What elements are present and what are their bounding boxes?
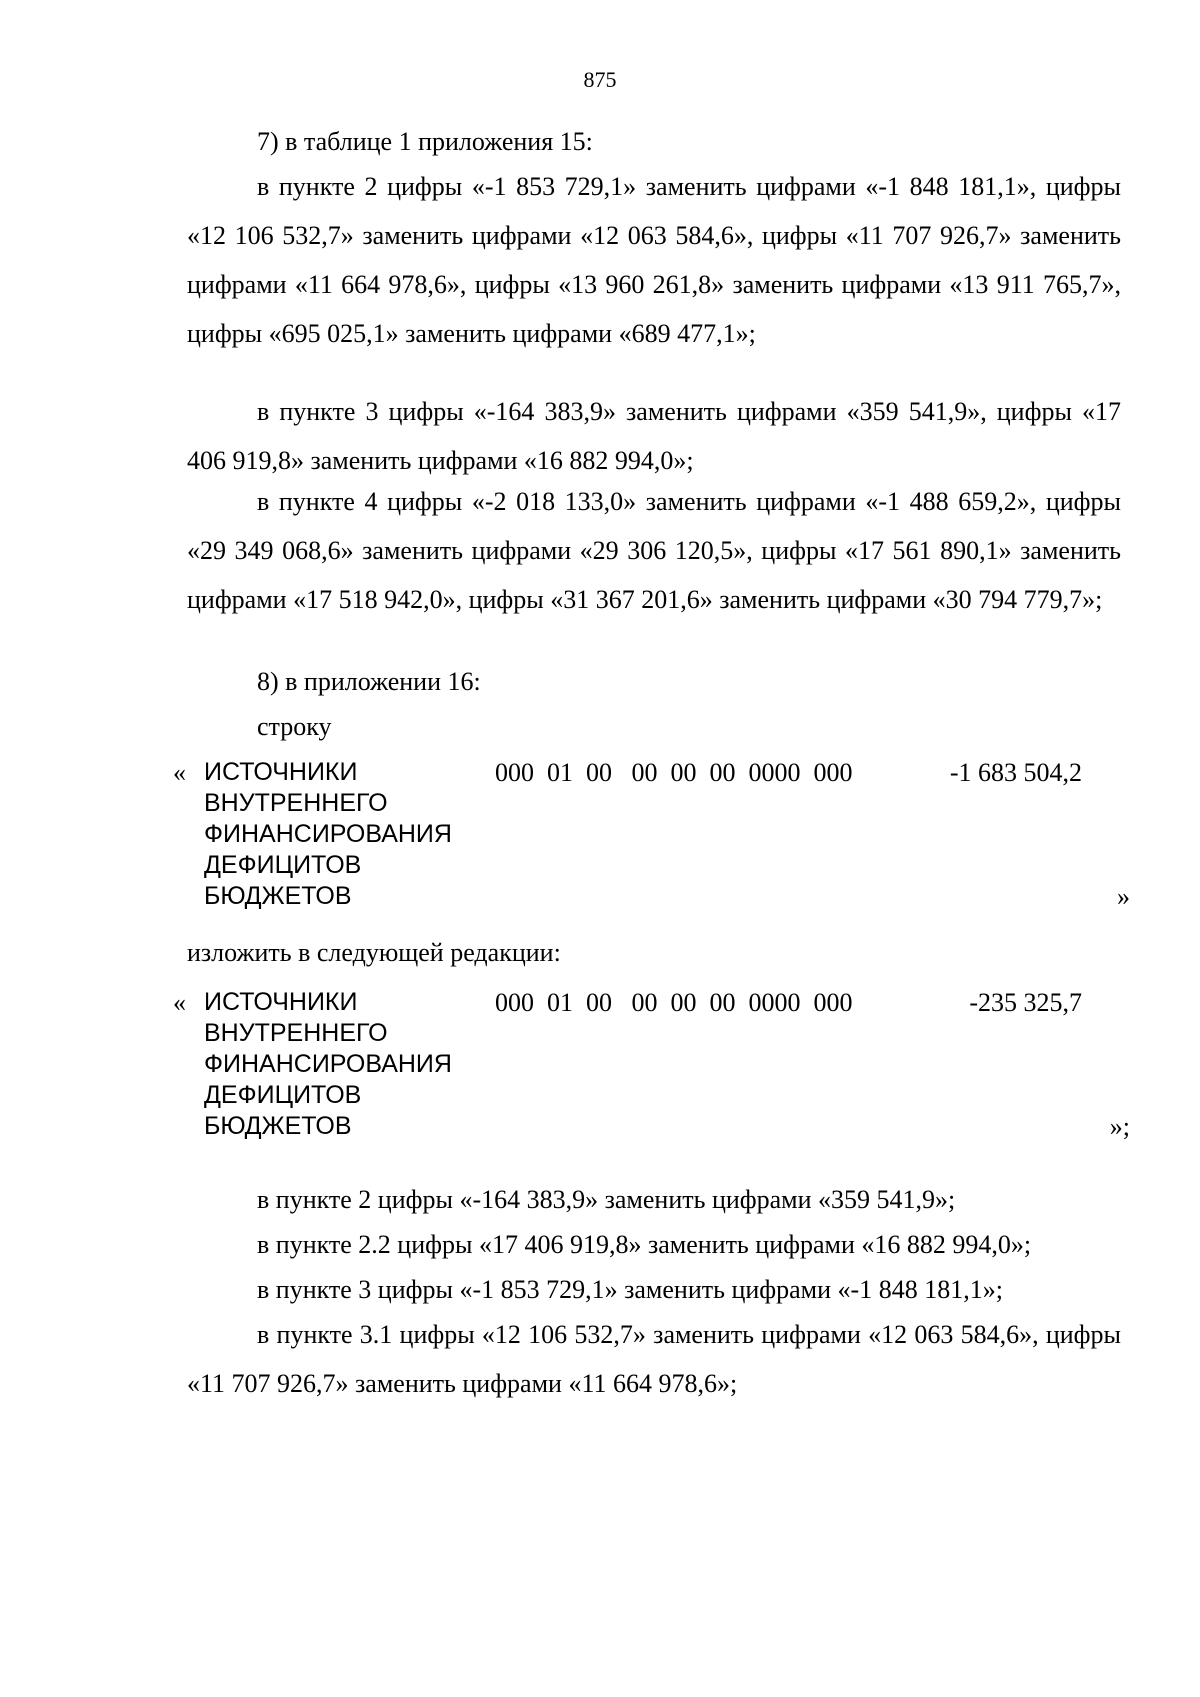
row-value: -1 683 504,2 bbox=[949, 758, 1082, 787]
paragraph-bottom-point-3: в пункте 3 цифры «-1 853 729,1» заменить цифрами «-1 848 181,1»; bbox=[257, 1275, 1003, 1304]
paragraph-stroku: строку bbox=[257, 712, 332, 741]
row-name bbox=[204, 757, 504, 912]
old-table-row bbox=[170, 757, 1130, 927]
row-code: 000 01 00 00 00 00 0000 000 bbox=[495, 988, 853, 1017]
paragraph-point-2: в пункте 2 цифры «-1 853 729,1» заменить цифрами «-1 848 181,1», цифры «12 106 532,7» заменить цифрами «12 063 584,6», цифры «11 707 926,7» заменить цифрами «11 664 978,6», цифры «13 960 261,8» заменить цифрами «13 911 765,7», цифры «695 025,1» заменить цифрами «689 477,1»; bbox=[187, 172, 1121, 348]
row-name-line: ВНУТРЕННЕГО bbox=[204, 789, 388, 817]
row-name-line: ВНУТРЕННЕГО bbox=[204, 1019, 388, 1047]
close-quote: »; bbox=[1109, 1112, 1130, 1141]
paragraph-izlozhit: изложить в следующей редакции: bbox=[187, 938, 561, 967]
row-name-line: БЮДЖЕТОВ bbox=[204, 882, 352, 910]
row-value: -235 325,7 bbox=[969, 988, 1082, 1017]
paragraph-item-7: 7) в таблице 1 приложения 15: bbox=[257, 127, 593, 156]
row-name-line: БЮДЖЕТОВ bbox=[204, 1112, 352, 1140]
page-number: 875 bbox=[583, 67, 617, 92]
paragraph-point-3: в пункте 3 цифры «-164 383,9» заменить цифрами «359 541,9», цифры «17 406 919,8» заменить цифрами «16 882 994,0»; bbox=[187, 397, 1121, 475]
row-name-line: ДЕФИЦИТОВ bbox=[204, 1081, 362, 1109]
row-code: 000 01 00 00 00 00 0000 000 bbox=[495, 758, 853, 787]
row-name-line: ФИНАНСИРОВАНИЯ bbox=[204, 820, 452, 848]
new-table-row bbox=[170, 987, 1130, 1157]
row-name-line: ДЕФИЦИТОВ bbox=[204, 851, 362, 879]
row-name-line: ИСТОЧНИКИ bbox=[204, 758, 358, 786]
close-quote: » bbox=[1117, 882, 1130, 911]
paragraph-item-8: 8) в приложении 16: bbox=[257, 667, 481, 696]
row-name-line: ФИНАНСИРОВАНИЯ bbox=[204, 1050, 452, 1078]
paragraph-bottom-point-3-1: в пункте 3.1 цифры «12 106 532,7» заменить цифрами «12 063 584,6», цифры «11 707 926,7» заменить цифрами «11 664 978,6»; bbox=[187, 1320, 1121, 1398]
paragraph-bottom-point-2: в пункте 2 цифры «-164 383,9» заменить цифрами «359 541,9»; bbox=[257, 1185, 956, 1214]
paragraph-bottom-point-2-2: в пункте 2.2 цифры «17 406 919,8» заменить цифрами «16 882 994,0»; bbox=[257, 1230, 1032, 1259]
row-name bbox=[204, 987, 504, 1142]
open-quote: « bbox=[173, 988, 186, 1017]
open-quote: « bbox=[173, 758, 186, 787]
row-name-line: ИСТОЧНИКИ bbox=[204, 988, 358, 1016]
paragraph-point-4: в пункте 4 цифры «-2 018 133,0» заменить цифрами «-1 488 659,2», цифры «29 349 068,6» заменить цифрами «29 306 120,5», цифры «17 561 890,1» заменить цифрами «17 518 942,0», цифры «31 367 201,6» заменить цифрами «30 794 779,7»; bbox=[187, 487, 1121, 614]
